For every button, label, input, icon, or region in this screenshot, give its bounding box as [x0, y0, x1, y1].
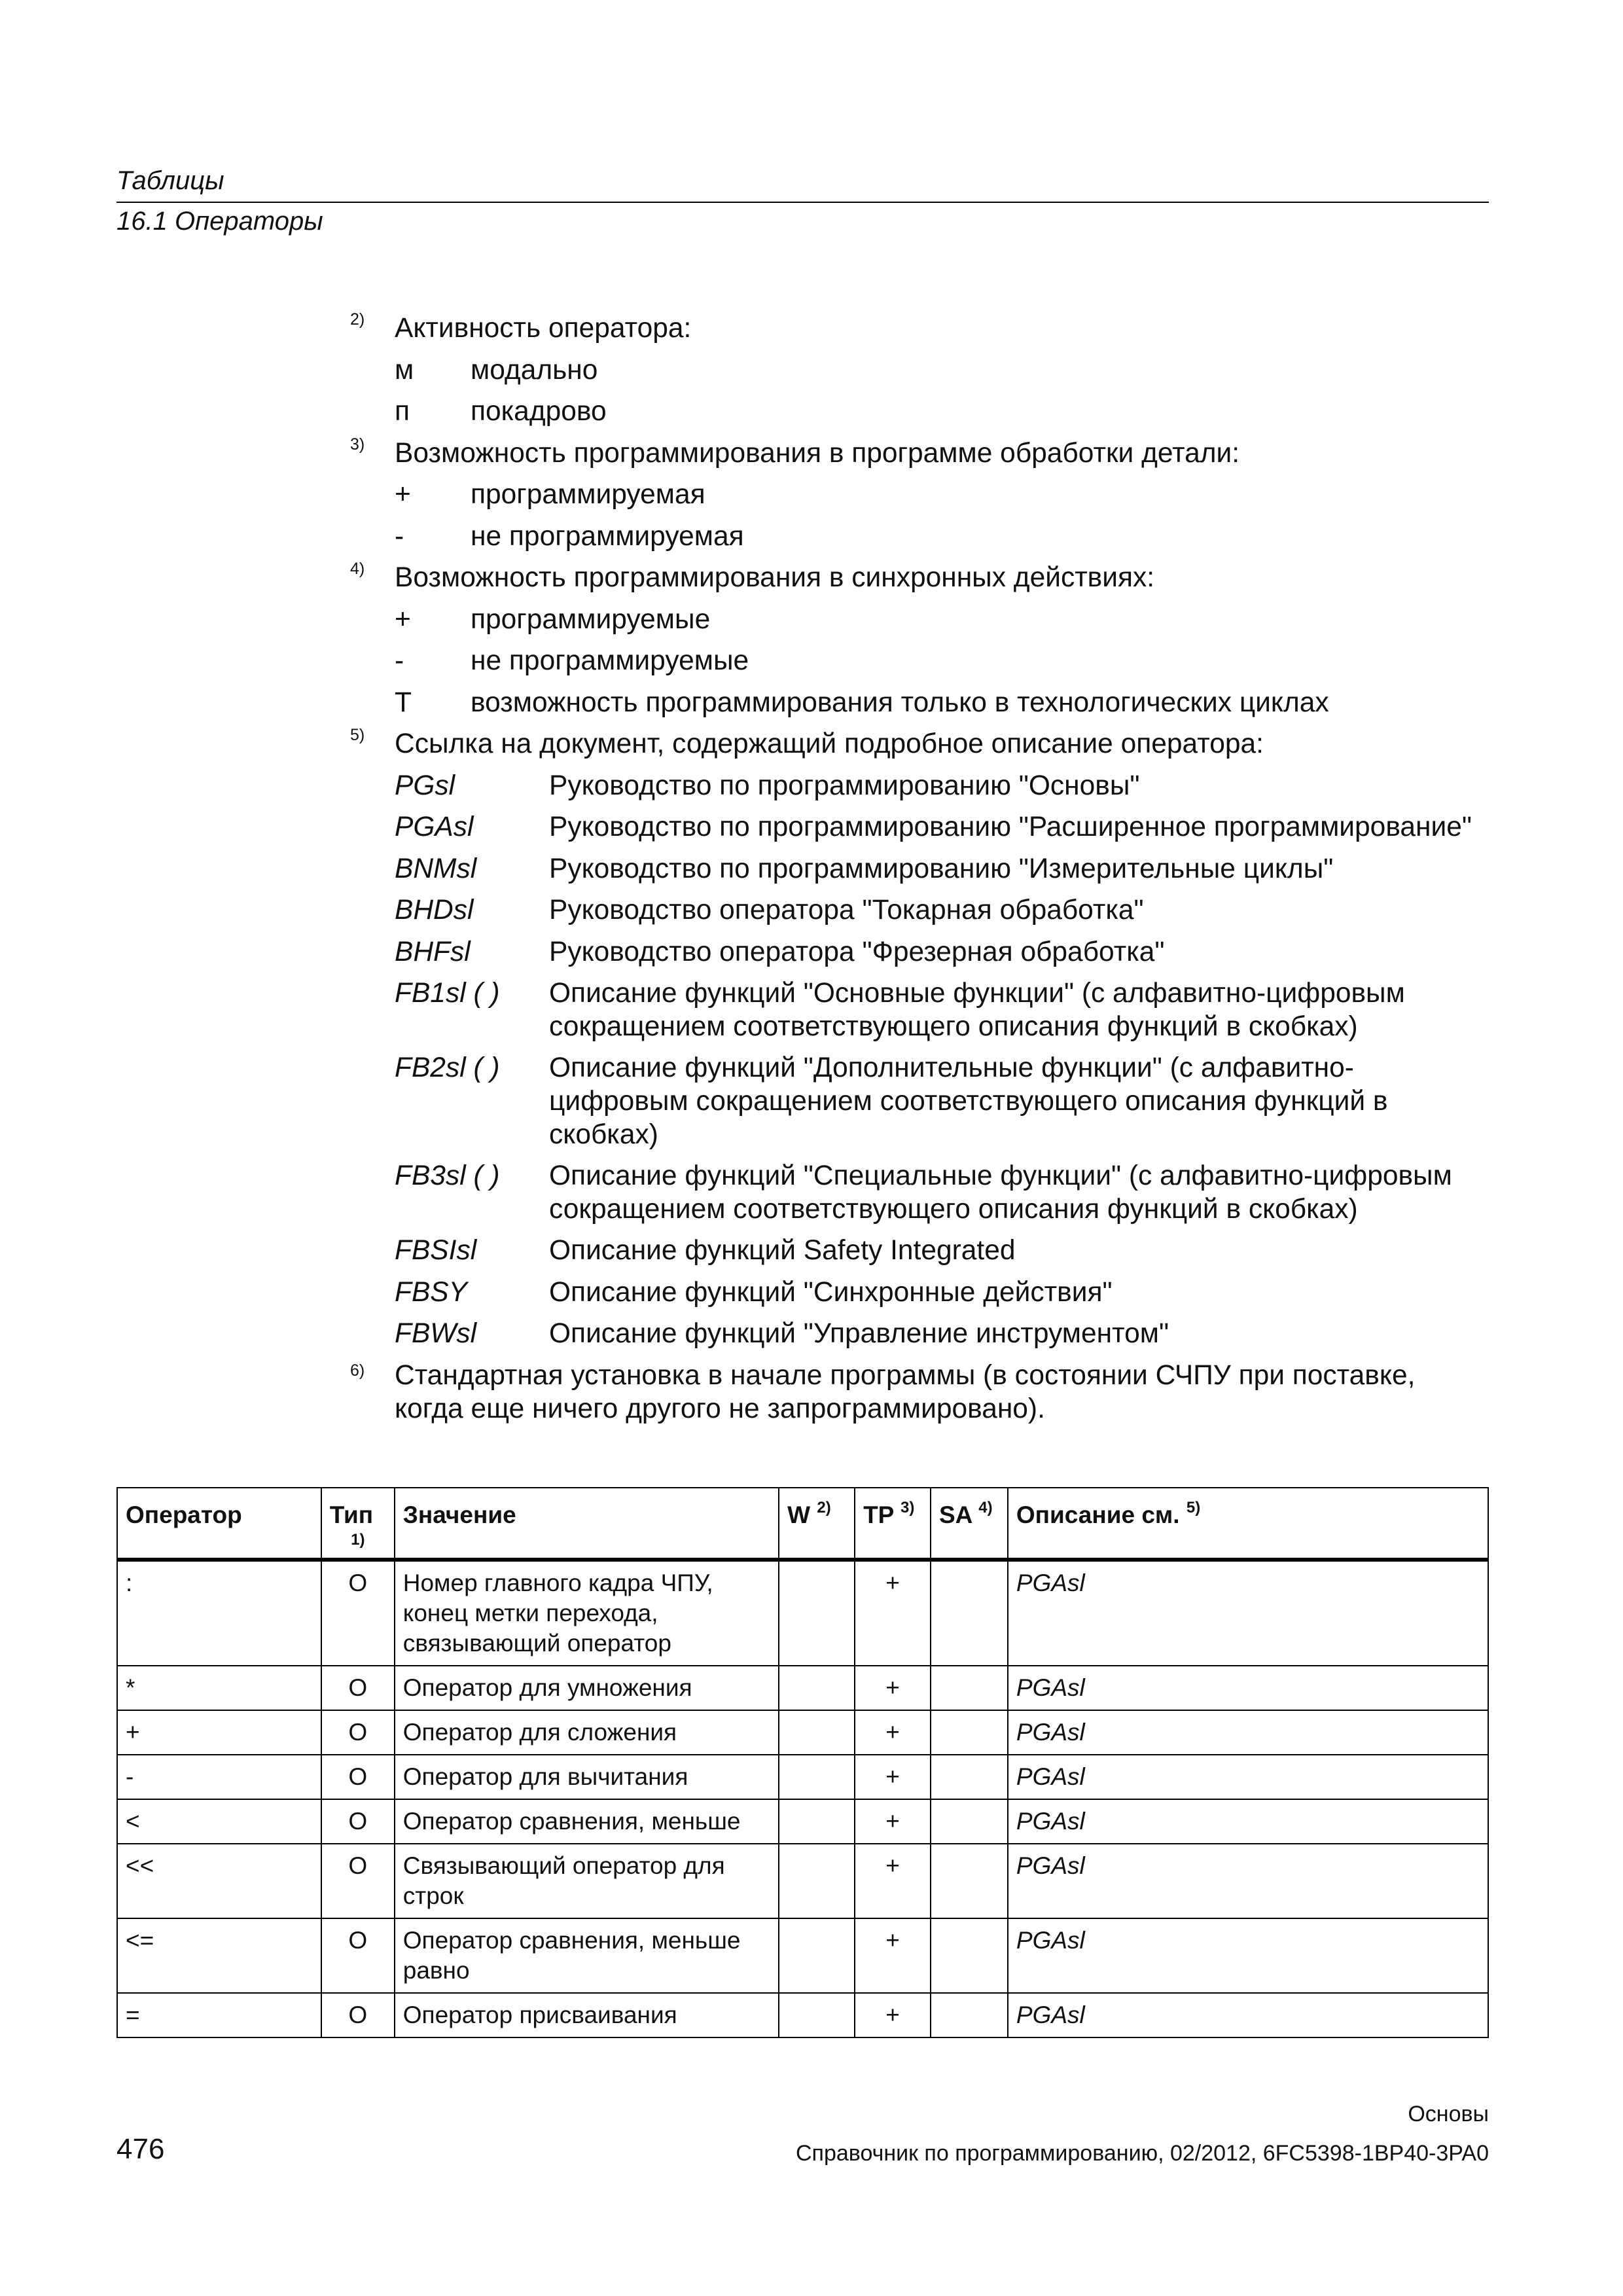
cell-type: O [321, 1755, 395, 1799]
cell-tp: + [855, 1560, 931, 1666]
doc-abbreviation: FBSY [395, 1276, 468, 1308]
footnote-item [350, 599, 1489, 641]
header-label: Значение [402, 1501, 516, 1528]
footnote-mark: 2) [350, 310, 365, 329]
cell-operator: * [117, 1666, 321, 1710]
item-key: - [395, 520, 404, 552]
item-text: не программируемая [471, 520, 744, 552]
header-rule [116, 202, 1489, 203]
doc-reference [350, 1047, 1489, 1155]
footer-book-title: Основы [1408, 2102, 1489, 2126]
table-row [117, 1993, 1488, 2037]
doc-reference [350, 1313, 1489, 1355]
item-key: п [395, 396, 410, 427]
cell-meaning: Оператор для вычитания [395, 1755, 779, 1799]
doc-title: Описание функций "Дополнительные функции" (с алфавитно-цифровым сокращением соответствующего описания функций в скобках) [549, 1052, 1388, 1150]
item-key: + [395, 603, 411, 635]
table-row [117, 1666, 1488, 1710]
cell-operator: = [117, 1993, 321, 2037]
item-text: программируемые [471, 603, 711, 635]
column-header-sa [931, 1488, 1008, 1560]
cell-w [779, 1993, 855, 2037]
cell-w [779, 1755, 855, 1799]
cell-tp: + [855, 1799, 931, 1844]
doc-abbreviation: FB3sl ( ) [395, 1160, 500, 1191]
cell-w [779, 1844, 855, 1918]
column-header-tp [855, 1488, 931, 1560]
footnote-4 [350, 557, 1489, 599]
running-header-chapter: Таблицы [116, 166, 224, 195]
doc-reference [350, 806, 1489, 848]
column-header-description [1008, 1488, 1488, 1560]
table-row [117, 1710, 1488, 1755]
doc-reference [350, 1230, 1489, 1272]
header-footnote-ref: 1) [351, 1531, 365, 1549]
header-label: W [787, 1501, 811, 1528]
footnote-item [350, 474, 1489, 516]
cell-sa [931, 1710, 1008, 1755]
table-row [117, 1844, 1488, 1918]
cell-w [779, 1666, 855, 1710]
cell-sa [931, 1918, 1008, 1993]
doc-title: Описание функций "Синхронные действия" [549, 1276, 1113, 1308]
header-label: SA [938, 1501, 972, 1528]
cell-meaning: Оператор сравнения, меньше [395, 1799, 779, 1844]
table-header-row [117, 1488, 1488, 1560]
footnote-text: Ссылка на документ, содержащий подробное описание оператора: [395, 728, 1264, 759]
cell-w [779, 1918, 855, 1993]
doc-title: Руководство оператора "Токарная обработка" [549, 895, 1144, 925]
page-number: 476 [116, 2133, 165, 2165]
cell-tp: + [855, 1918, 931, 1993]
footnote-mark: 3) [350, 435, 365, 454]
cell-meaning: Связывающий оператор для строк [395, 1844, 779, 1918]
cell-w [779, 1710, 855, 1755]
doc-reference [350, 765, 1489, 807]
cell-description: PGAsl [1008, 1710, 1488, 1755]
doc-abbreviation: PGsl [395, 770, 455, 801]
cell-operator: - [117, 1755, 321, 1799]
cell-description: PGAsl [1008, 1560, 1488, 1666]
cell-operator: : [117, 1560, 321, 1666]
cell-sa [931, 1993, 1008, 2037]
doc-abbreviation: BHDsl [395, 895, 474, 925]
footnote-text: Активность оператора: [395, 313, 692, 344]
footnote-item [350, 640, 1489, 682]
doc-reference [350, 1155, 1489, 1230]
cell-w [779, 1560, 855, 1666]
cell-meaning: Оператор для умножения [395, 1666, 779, 1710]
cell-tp: + [855, 1755, 931, 1799]
footnote-mark: 6) [350, 1361, 365, 1380]
footnote-item [350, 391, 1489, 433]
footnote-5 [350, 723, 1489, 765]
footnote-item [350, 350, 1489, 391]
header-label: Тип [329, 1501, 374, 1528]
footer-reference: Справочник по программированию, 02/2012, 6FC5398-1BP40-3PA0 [796, 2141, 1489, 2166]
doc-abbreviation: FBWsl [395, 1318, 477, 1349]
doc-title: Руководство оператора "Фрезерная обработка" [549, 936, 1165, 967]
header-footnote-ref: 3) [900, 1499, 915, 1516]
cell-description: PGAsl [1008, 1918, 1488, 1993]
footnote-2 [350, 308, 1489, 350]
table-row [117, 1918, 1488, 1993]
header-footnote-ref: 4) [978, 1499, 993, 1516]
doc-abbreviation: FBSIsl [395, 1235, 477, 1266]
cell-type: O [321, 1710, 395, 1755]
column-header-type [321, 1488, 395, 1560]
cell-description: PGAsl [1008, 1993, 1488, 2037]
doc-abbreviation: BHFsl [395, 936, 471, 967]
item-key: м [395, 354, 414, 386]
cell-operator: + [117, 1710, 321, 1755]
item-key: - [395, 645, 404, 676]
cell-type: O [321, 1799, 395, 1844]
header-label: TP [863, 1501, 894, 1528]
cell-operator: <= [117, 1918, 321, 1993]
cell-tp: + [855, 1993, 931, 2037]
cell-sa [931, 1560, 1008, 1666]
cell-description: PGAsl [1008, 1844, 1488, 1918]
cell-sa [931, 1799, 1008, 1844]
footnote-6 [350, 1355, 1489, 1426]
footnote-text: Возможность программирования в программе обработки детали: [395, 437, 1240, 469]
cell-description: PGAsl [1008, 1755, 1488, 1799]
doc-reference [350, 848, 1489, 890]
doc-abbreviation: FB2sl ( ) [395, 1052, 500, 1083]
doc-abbreviation: BNMsl [395, 853, 477, 884]
doc-title: Руководство по программированию "Измерительные циклы" [549, 853, 1334, 884]
doc-reference [350, 889, 1489, 931]
header-label: Оператор [126, 1501, 242, 1528]
item-key: + [395, 479, 411, 510]
doc-title: Руководство по программированию "Расширенное программирование" [549, 812, 1472, 842]
cell-meaning: Оператор для сложения [395, 1710, 779, 1755]
header-footnote-ref: 2) [817, 1499, 831, 1516]
doc-reference [350, 931, 1489, 973]
doc-reference [350, 973, 1489, 1047]
cell-type: O [321, 1844, 395, 1918]
doc-abbreviation: PGAsl [395, 812, 474, 842]
footnotes-block [350, 308, 1489, 1426]
cell-operator: << [117, 1844, 321, 1918]
cell-meaning: Оператор сравнения, меньше равно [395, 1918, 779, 1993]
cell-meaning: Номер главного кадра ЧПУ, конец метки перехода, связывающий оператор [395, 1560, 779, 1666]
header-footnote-ref: 5) [1186, 1499, 1201, 1516]
column-header-w [779, 1488, 855, 1560]
doc-title: Описание функций Safety Integrated [549, 1235, 1016, 1266]
cell-type: O [321, 1666, 395, 1710]
running-header-section: 16.1 Операторы [116, 207, 323, 236]
doc-title: Описание функций "Специальные функции" (с алфавитно-цифровым сокращением соответствующего описания функций в скобках) [549, 1160, 1452, 1225]
cell-sa [931, 1755, 1008, 1799]
table-row [117, 1755, 1488, 1799]
item-text: покадрово [471, 396, 607, 427]
item-text: модально [471, 354, 598, 386]
doc-reference [350, 1272, 1489, 1314]
footnote-mark: 4) [350, 560, 365, 578]
doc-title: Описание функций "Основные функции" (с алфавитно-цифровым сокращением соответствующего описания функций в скобках) [549, 978, 1405, 1042]
footnote-text: Стандартная установка в начале программы (в состоянии СЧПУ при поставке, когда еще ничего другого не запрограммировано). [395, 1359, 1416, 1424]
column-header-meaning [395, 1488, 779, 1560]
footnote-item [350, 516, 1489, 558]
doc-title: Руководство по программированию "Основы" [549, 770, 1140, 801]
column-header-operator [117, 1488, 321, 1560]
cell-tp: + [855, 1666, 931, 1710]
cell-description: PGAsl [1008, 1799, 1488, 1844]
cell-operator: < [117, 1799, 321, 1844]
operators-table [116, 1487, 1489, 2038]
doc-abbreviation: FB1sl ( ) [395, 978, 500, 1009]
footnote-3 [350, 433, 1489, 475]
cell-tp: + [855, 1844, 931, 1918]
cell-meaning: Оператор присваивания [395, 1993, 779, 2037]
footnote-text: Возможность программирования в синхронных действиях: [395, 562, 1155, 593]
cell-sa [931, 1844, 1008, 1918]
table-row [117, 1560, 1488, 1666]
cell-type: O [321, 1918, 395, 1993]
cell-w [779, 1799, 855, 1844]
doc-title: Описание функций "Управление инструментом" [549, 1318, 1169, 1349]
item-text: программируемая [471, 479, 705, 510]
cell-type: O [321, 1560, 395, 1666]
footnote-mark: 5) [350, 726, 365, 744]
cell-description: PGAsl [1008, 1666, 1488, 1710]
cell-tp: + [855, 1710, 931, 1755]
item-key: T [395, 687, 412, 718]
item-text: не программируемые [471, 645, 749, 676]
cell-type: O [321, 1993, 395, 2037]
header-label: Описание см. [1016, 1501, 1180, 1528]
cell-sa [931, 1666, 1008, 1710]
item-text: возможность программирования только в технологических циклах [471, 687, 1329, 718]
footnote-item [350, 682, 1489, 724]
table-row [117, 1799, 1488, 1844]
